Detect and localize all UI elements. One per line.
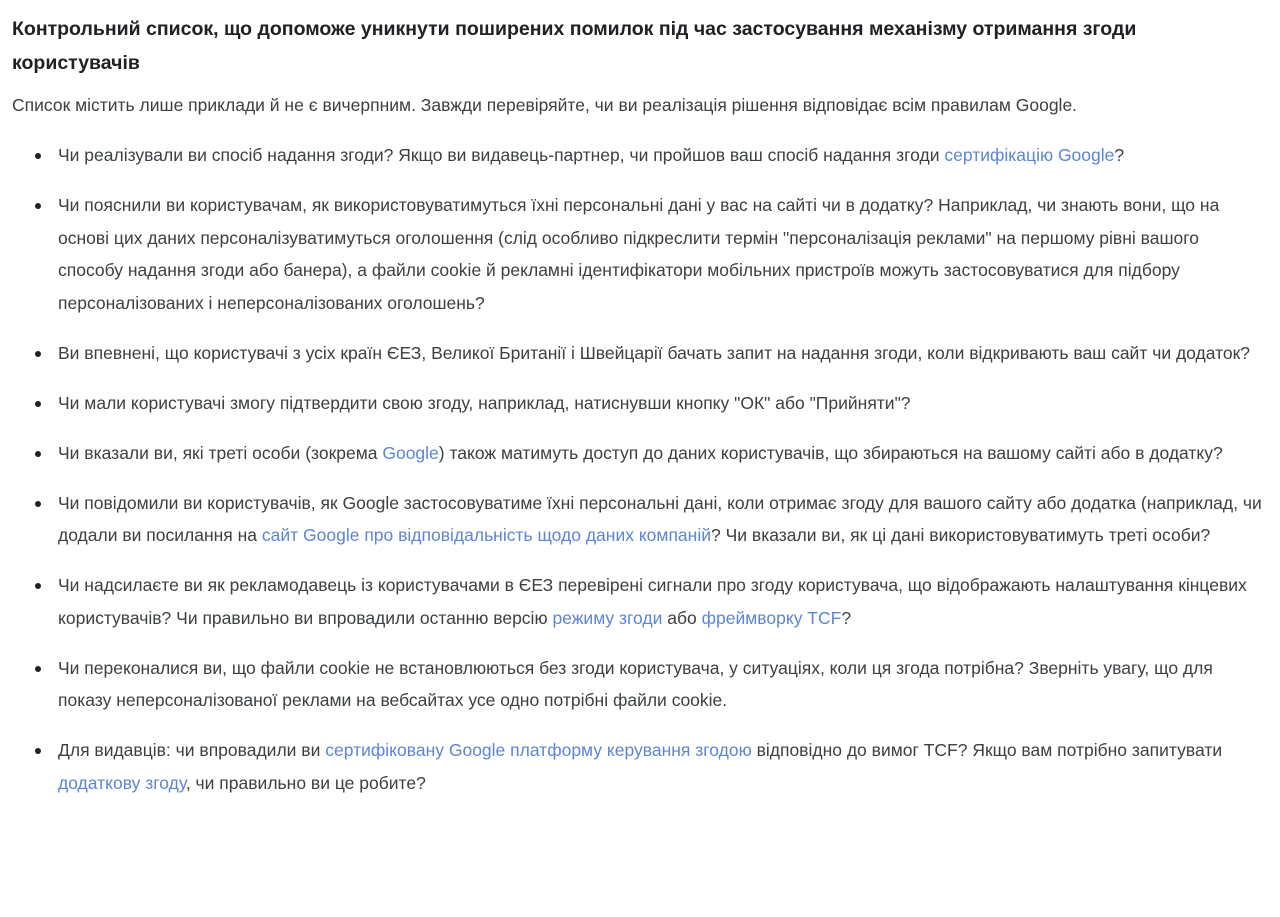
item-text: ) також матимуть доступ до даних користувачів, що збираються на вашому сайті або в додатку? [438, 442, 1223, 463]
list-item [12, 569, 1268, 634]
bullet-icon [35, 666, 41, 672]
item-text: Чи повідомили ви користувачів, як Google застосовуватиме їхні персональні дані, коли отримає згоду для вашого сайту або додатка (наприклад, чи додали ви посилання на [58, 492, 1262, 545]
page-title: Контрольний список, що допоможе уникнути поширених помилок під час застосування механізму отримання згоди користувачів [12, 18, 1137, 74]
bullet-icon [35, 748, 41, 754]
item-text: , чи правильно ви це робите? [185, 772, 426, 793]
list-item [12, 437, 1268, 470]
list-item [12, 487, 1268, 552]
bullet-icon [35, 203, 41, 209]
list-item [12, 734, 1268, 799]
item-text: або [662, 607, 702, 628]
item-text: Чи переконалися ви, що файли cookie не встановлюються без згоди користувача, у ситуаціях, коли ця згода потрібна? Зверніть увагу, що для показу неперсоналізованої реклами на вебсайтах усе одно потрібні файли cookie. [58, 657, 1213, 710]
list-item [12, 337, 1268, 370]
list-item [12, 652, 1268, 717]
item-text: Чи реалізували ви спосіб надання згоди? Якщо ви видавець-партнер, чи пройшов ваш спосіб надання згоди [58, 145, 945, 165]
item-text: Чи надсилаєте ви як рекламодавець із користувачами в ЄЕЗ перевірені сигнали про згоду користувача, що відображають налаштування кінцевих користувачів? Чи правильно ви впровадили останню версію [58, 575, 1247, 628]
additional-consent-link[interactable]: додаткову згоду [58, 772, 186, 793]
bullet-icon [35, 583, 41, 589]
bullet-icon [35, 351, 41, 357]
item-text: Ви впевнені, що користувачі з усіх країн ЄЕЗ, Великої Британії і Швейцарії бачать запит на надання згоди, коли відкривають ваш сайт чи додаток? [58, 342, 1251, 363]
item-text: ? [1114, 145, 1125, 165]
intro-paragraph: Список містить лише приклади й не є вичерпним. Завжди перевіряйте, чи ви реалізація рішення відповідає всім правилам Google. [12, 95, 1078, 115]
item-text: відповідно до вимог TCF? Якщо вам потрібно запитувати [751, 740, 1223, 760]
list-item [12, 189, 1268, 319]
bullet-icon [35, 153, 41, 159]
business-data-responsibility-link[interactable]: сайт Google про відповідальність щодо даних компаній [261, 525, 711, 545]
checklist [12, 139, 1268, 799]
list-item [12, 387, 1268, 420]
bullet-icon [35, 501, 41, 507]
item-text: Чи мали користувачі змогу підтвердити свою згоду, наприклад, натиснувши кнопку "ОК" або "Прийняти"? [58, 392, 911, 413]
item-text: ? [841, 607, 852, 628]
item-text: Для видавців: чи впровадили ви [58, 740, 326, 760]
google-certification-link[interactable]: сертифікацію Google [944, 145, 1115, 165]
list-item [12, 139, 1268, 172]
google-link[interactable]: Google [382, 442, 439, 463]
certified-cmp-link[interactable]: сертифіковану Google платформу керування згодою [325, 740, 752, 760]
item-text: Чи пояснили ви користувачам, як використовуватимуться їхні персональні дані у вас на сайті чи в додатку? Наприклад, чи знають вони, що на основі цих даних персоналізуватимуться оголошення (слід особливо підкреслити термін "персоналізація реклами" на першому рівні вашого способу надання згоди або банера), а файли cookie й рекламні ідентифікатори мобільних пристроїв можуть застосовуватися для підбору персоналізованих і неперсоналізованих оголошень? [58, 195, 1220, 313]
bullet-icon [35, 401, 41, 407]
bullet-icon [35, 451, 41, 457]
item-text: ? Чи вказали ви, як ці дані використовуватимуть треті особи? [711, 525, 1211, 545]
consent-mode-link[interactable]: режиму згоди [552, 607, 663, 628]
item-text: Чи вказали ви, які треті особи (зокрема [58, 442, 383, 463]
tcf-framework-link[interactable]: фреймворку TCF [701, 607, 842, 628]
